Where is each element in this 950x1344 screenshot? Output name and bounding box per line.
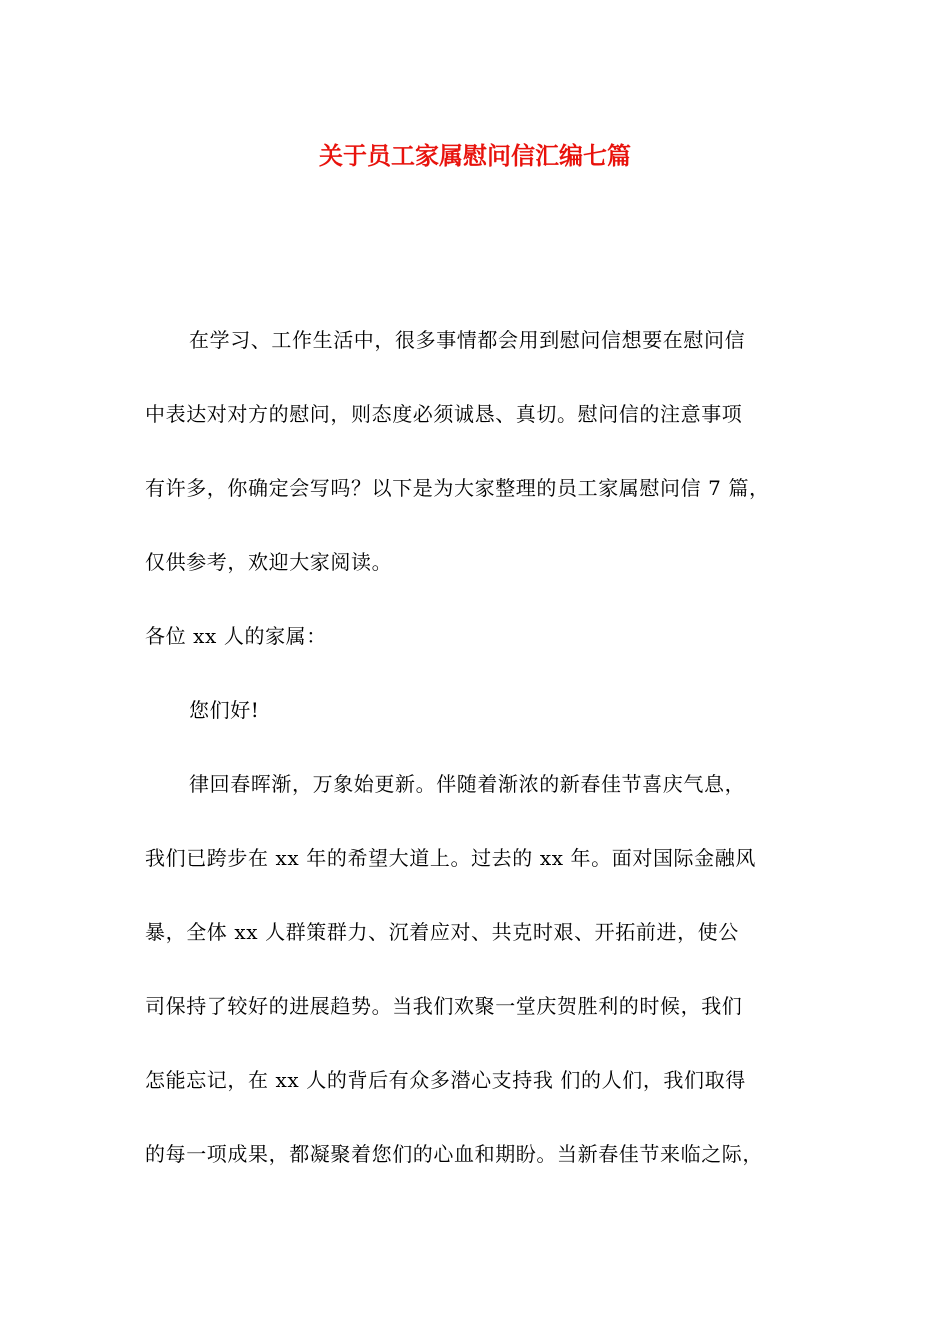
- salutation-line: 各位 xx 人的家属：: [145, 624, 327, 648]
- body-line-3: 有许多，你确定会写吗？以下是为大家整理的员工家属慰问信 7 篇，: [145, 476, 770, 500]
- body-line-2: 中表达对对方的慰问，则态度必须诚恳、真切。慰问信的注意事项: [145, 402, 743, 426]
- greeting-line: 您们好!: [189, 698, 260, 722]
- body-line-8: 我们已跨步在 xx 年的希望大道上。过去的 xx 年。面对国际金融风: [145, 846, 756, 870]
- body-line-7: 律回春晖渐，万象始更新。伴随着渐浓的新春佳节喜庆气息，: [189, 772, 746, 796]
- body-line-11: 怎能忘记，在 xx 人的背后有众多潜心支持我 们的人们，我们取得: [145, 1068, 746, 1092]
- body-line-12: 的每一项成果，都凝聚着您们的心血和期盼。当新春佳节来临之际，: [145, 1142, 763, 1166]
- body-line-9: 暴，全体 xx 人群策群力、沉着应对、共克时艰、开拓前进，使公: [145, 920, 739, 944]
- body-line-4: 仅供参考，欢迎大家阅读。: [145, 550, 393, 574]
- body-line-1: 在学习、工作生活中，很多事情都会用到慰问信想要在慰问信: [189, 328, 746, 352]
- body-line-10: 司保持了较好的进展趋势。当我们欢聚一堂庆贺胜利的时候，我们: [145, 994, 743, 1018]
- document-title: 关于员工家属慰问信汇编七篇: [319, 141, 631, 170]
